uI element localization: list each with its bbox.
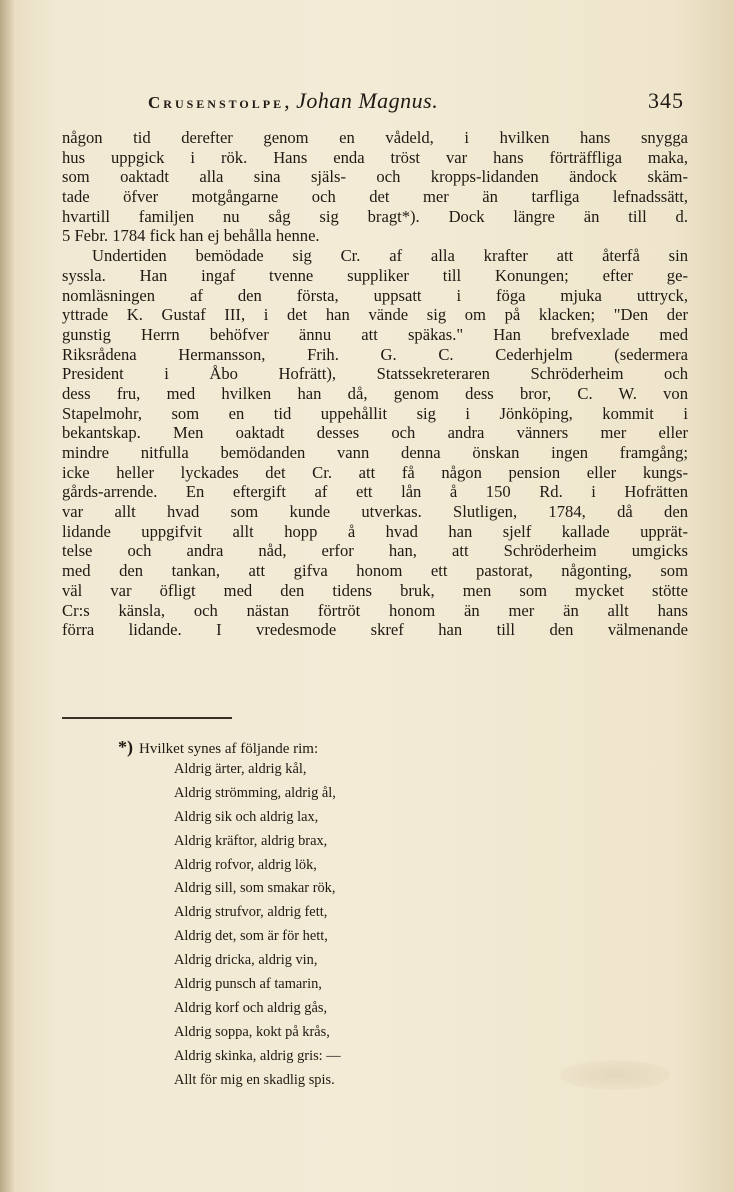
main-text [62,128,688,640]
footnote-marker: *) [118,737,133,757]
text-line: som oaktadt alla sina själs- och kropps-lidanden ändock skäm- [62,167,688,187]
text-line: telse och andra nåd, erfor han, att Schröderheim umgicks [62,541,688,561]
poem-line: Aldrig dricka, aldrig vin, [174,952,318,969]
footnote [118,736,538,1092]
paper-stain [560,1060,670,1090]
text-line: med den tankan, att gifva honom ett pastorat, någonting, som [62,561,688,581]
poem-line: Aldrig punsch af tamarin, [174,976,322,993]
author-given-name: Johan Magnus. [296,88,439,113]
text-line: hvartill familjen nu såg sig bragt*). Dock längre än till d. [62,206,688,226]
text-line: Undertiden bemödade sig Cr. af alla krafter att återfå sin [92,246,688,266]
poem-line: Aldrig det, som är för hett, [174,928,328,945]
text-line: nomläsningen af den första, uppsatt i föga mjuka uttryck, [62,285,688,305]
text-line: President i Åbo Hofrätt), Statssekreteraren Schröderheim och [62,364,688,384]
text-line: lidande uppgifvit allt hopp å hvad han sjelf kallade upprät- [62,521,688,541]
poem-line: Allt för mig en skadlig spis. [174,1071,335,1088]
text-line: tade öfver motgångarne och det mer än tarfliga lefnadssätt, [62,187,688,207]
running-header-author: Crusenstolpe, Johan Magnus. [148,88,439,113]
page-gutter-shadow [0,0,14,1192]
poem-line: Aldrig rofvor, aldrig lök, [174,856,317,873]
poem-line: Aldrig kräftor, aldrig brax, [174,832,328,849]
footnote-intro [118,736,538,758]
text-line: bekantskap. Men oaktadt desses och andra vänners mer eller [62,423,688,443]
footnote-separator [62,717,232,719]
poem-line: Aldrig soppa, kokt på krås, [174,1023,330,1040]
running-header [148,88,684,118]
text-line: var allt hvad som kunde utverkas. Slutligen, 1784, då den [62,502,688,522]
text-line: Cr:s känsla, och nästan förtröt honom än mer än allt hans [62,600,688,620]
text-line: Riksrådena Hermansson, Frih. G. C. Cederhjelm (sedermera [62,344,688,364]
footnote-intro-text: Hvilket synes af följande rim: [139,741,319,757]
author-surname: Crusenstolpe [148,93,285,112]
poem-line: Aldrig strömming, aldrig ål, [174,784,336,801]
text-line: förra lidande. I vredesmode skref han till den välmenande [62,620,688,640]
text-line: yttrade K. Gustaf III, i det han vände sig om på klacken; "Den der [62,305,688,325]
text-line: hus uppgick i rök. Hans enda tröst var hans förträffliga maka, [62,147,688,167]
poem-line: Aldrig sik och aldrig lax, [174,808,319,825]
text-line: mindre nitfulla bemödanden vann denna önskan ingen framgång; [62,443,688,462]
text-line: syssla. Han ingaf tvenne suppliker till Konungen; efter ge- [62,265,688,285]
page-number: 345 [648,88,684,113]
text-line: gårds-arrende. En eftergift af ett lån å 150 Rd. i Hofrätten [62,482,688,502]
text-line: någon tid derefter genom en vådeld, i hvilken hans snygga [62,128,688,147]
poem-line: Aldrig ärter, aldrig kål, [174,761,307,777]
text-line: Stapelmohr, som en tid uppehållit sig i Jönköping, kommit i [62,403,688,423]
poem-line: Aldrig korf och aldrig gås, [174,999,328,1016]
poem-line: Aldrig skinka, aldrig gris: — [174,1047,341,1064]
poem-line: Aldrig strufvor, aldrig fett, [174,904,328,921]
text-line: väl var öfligt med den tidens bruk, men som mycket stötte [62,580,688,600]
text-line: 5 Febr. 1784 fick han ej behålla henne. [62,226,320,246]
text-line: dess fru, med hvilken han då, genom dess bror, C. W. von [62,383,688,403]
text-line: icke heller lyckades det Cr. att få någon pension eller kungs- [62,462,688,482]
text-line: gunstig Herrn behöfver ännu att späkas." Han brefvexlade med [62,324,688,344]
poem-line: Aldrig sill, som smakar rök, [174,880,336,897]
